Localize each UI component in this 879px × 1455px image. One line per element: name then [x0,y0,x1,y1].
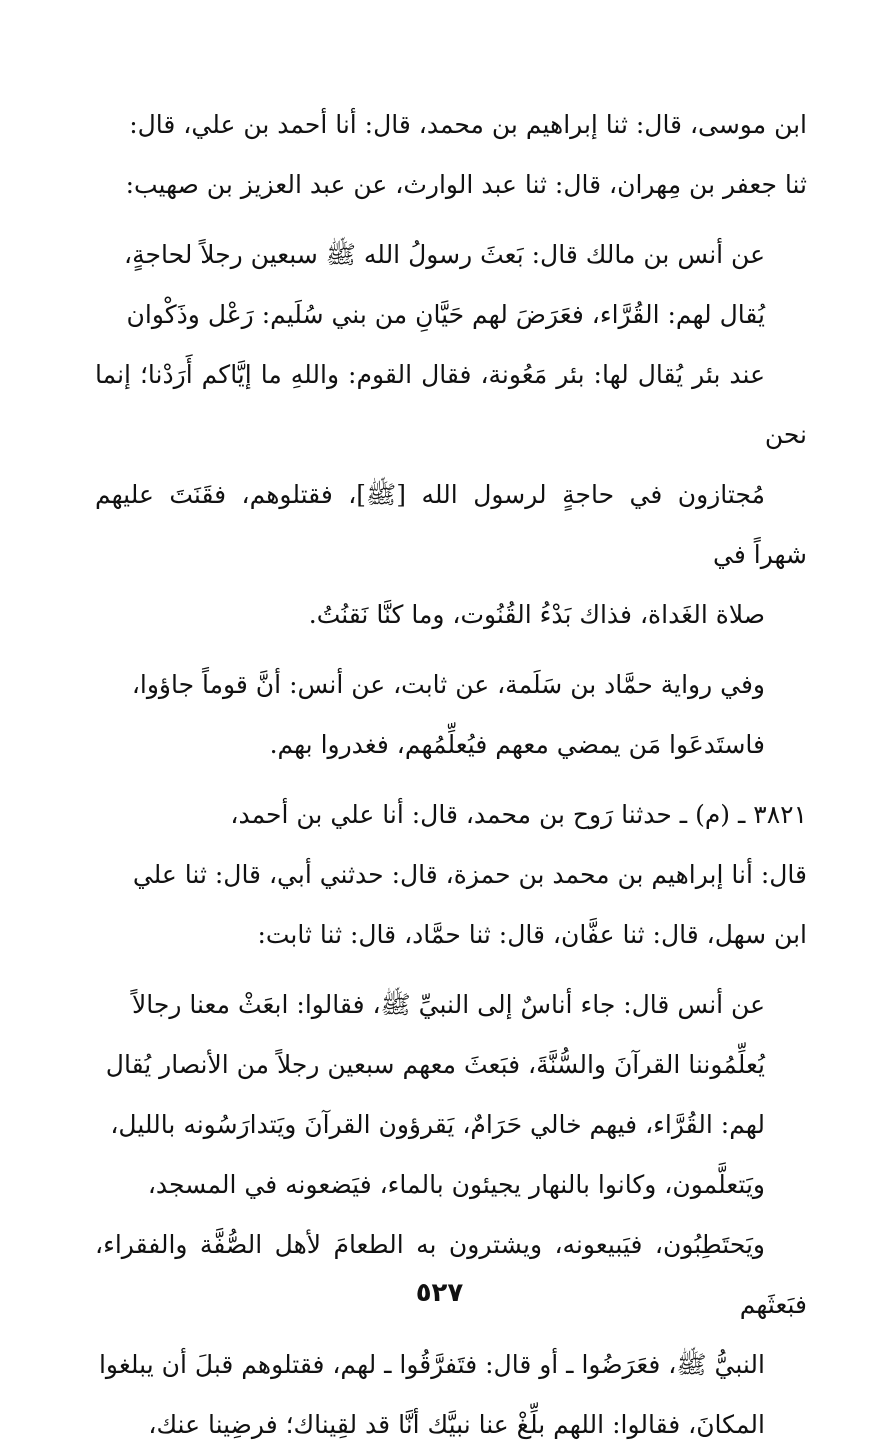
riwaya-note-paragraph [95,655,807,775]
text-line: ثنا جعفر بن مِهران، قال: ثنا عبد الوارث، عن عبد العزيز بن صهيب: [125,170,807,199]
text-line: ٣٨٢١ ـ (م) ـ حدثنا رَوح بن محمد، قال: أنا علي بن أحمد، [230,800,807,829]
text-line: يُعلِّمُوننا القرآنَ والسُّنَّةَ، فبَعثَ معهم سبعين رجلاً من الأنصار يُقال [105,1050,765,1079]
hadith-text-paragraph-2 [95,975,807,1455]
hadith-number-isnad-paragraph [95,785,807,965]
text-line: ويَتعلَّمون، وكانوا بالنهار يجيئون بالماء، فيَضعونه في المسجد، [147,1170,765,1199]
text-line: ابن سهل، قال: ثنا عفَّان، قال: ثنا حمَّاد، قال: ثنا ثابت: [257,920,807,949]
text-line: عند بئر يُقال لها: بئر مَعُونة، فقال القوم: واللهِ ما إيَّاكم أَرَدْنا؛ إنما نحن [95,360,807,449]
text-line: لهم: القُرَّاء، فيهم خالي حَرَامٌ، يَقرؤون القرآنَ ويَتدارَسُونه بالليل، [110,1110,765,1139]
text-line: مُجتازون في حاجةٍ لرسول الله [ﷺ]، فقتلوهم، فقَنَتَ عليهم شهراً في [95,480,807,569]
isnad-paragraph-1 [95,95,807,215]
text-line: المكانَ، فقالوا: اللهم بلِّغْ عنا نبيَّك أنَّا قد لقِيناك؛ فرضِينا عنك، [148,1410,765,1439]
page-body [95,95,807,1455]
text-line: عن أنس قال: جاء أناسٌ إلى النبيِّ ﷺ، فقالوا: ابعَثْ معنا رجالاً [132,990,765,1019]
text-line: عن أنس بن مالك قال: بَعثَ رسولُ الله ﷺ سبعين رجلاً لحاجةٍ، [124,240,765,269]
text-line: صلاة الغَداة، فذاك بَدْءُ القُنُوت، وما كنَّا نَقنُتُ. [308,600,765,629]
text-line: يُقال لهم: القُرَّاء، فعَرَضَ لهم حَيَّانِ من بني سُلَيم: رَعْل وذَكْوان [126,300,765,329]
text-line: ابن موسى، قال: ثنا إبراهيم بن محمد، قال: أنا أحمد بن علي، قال: [129,110,807,139]
page-number: ٥٢٧ [415,1278,464,1308]
text-line: ويَحتَطِبُون، فيَبيعونه، ويشترون به الطعامَ لأهل الصُّفَّة والفقراء، فبَعثَهم [95,1230,807,1319]
text-line: قال: أنا إبراهيم بن محمد بن حمزة، قال: حدثني أبي، قال: ثنا علي [132,860,807,889]
text-line: النبيُّ ﷺ، فعَرَضُوا ـ أو قال: فتَفرَّقُوا ـ لهم، فقتلوهم قبلَ أن يبلغوا [98,1350,765,1379]
hadith-text-paragraph-1 [95,225,807,645]
text-line: فاستَدعَوا مَن يمضي معهم فيُعلِّمُهم، فغدروا بهم. [269,730,765,759]
text-line: وفي رواية حمَّاد بن سَلَمة، عن ثابت، عن أنس: أنَّ قوماً جاؤوا، [131,670,765,699]
